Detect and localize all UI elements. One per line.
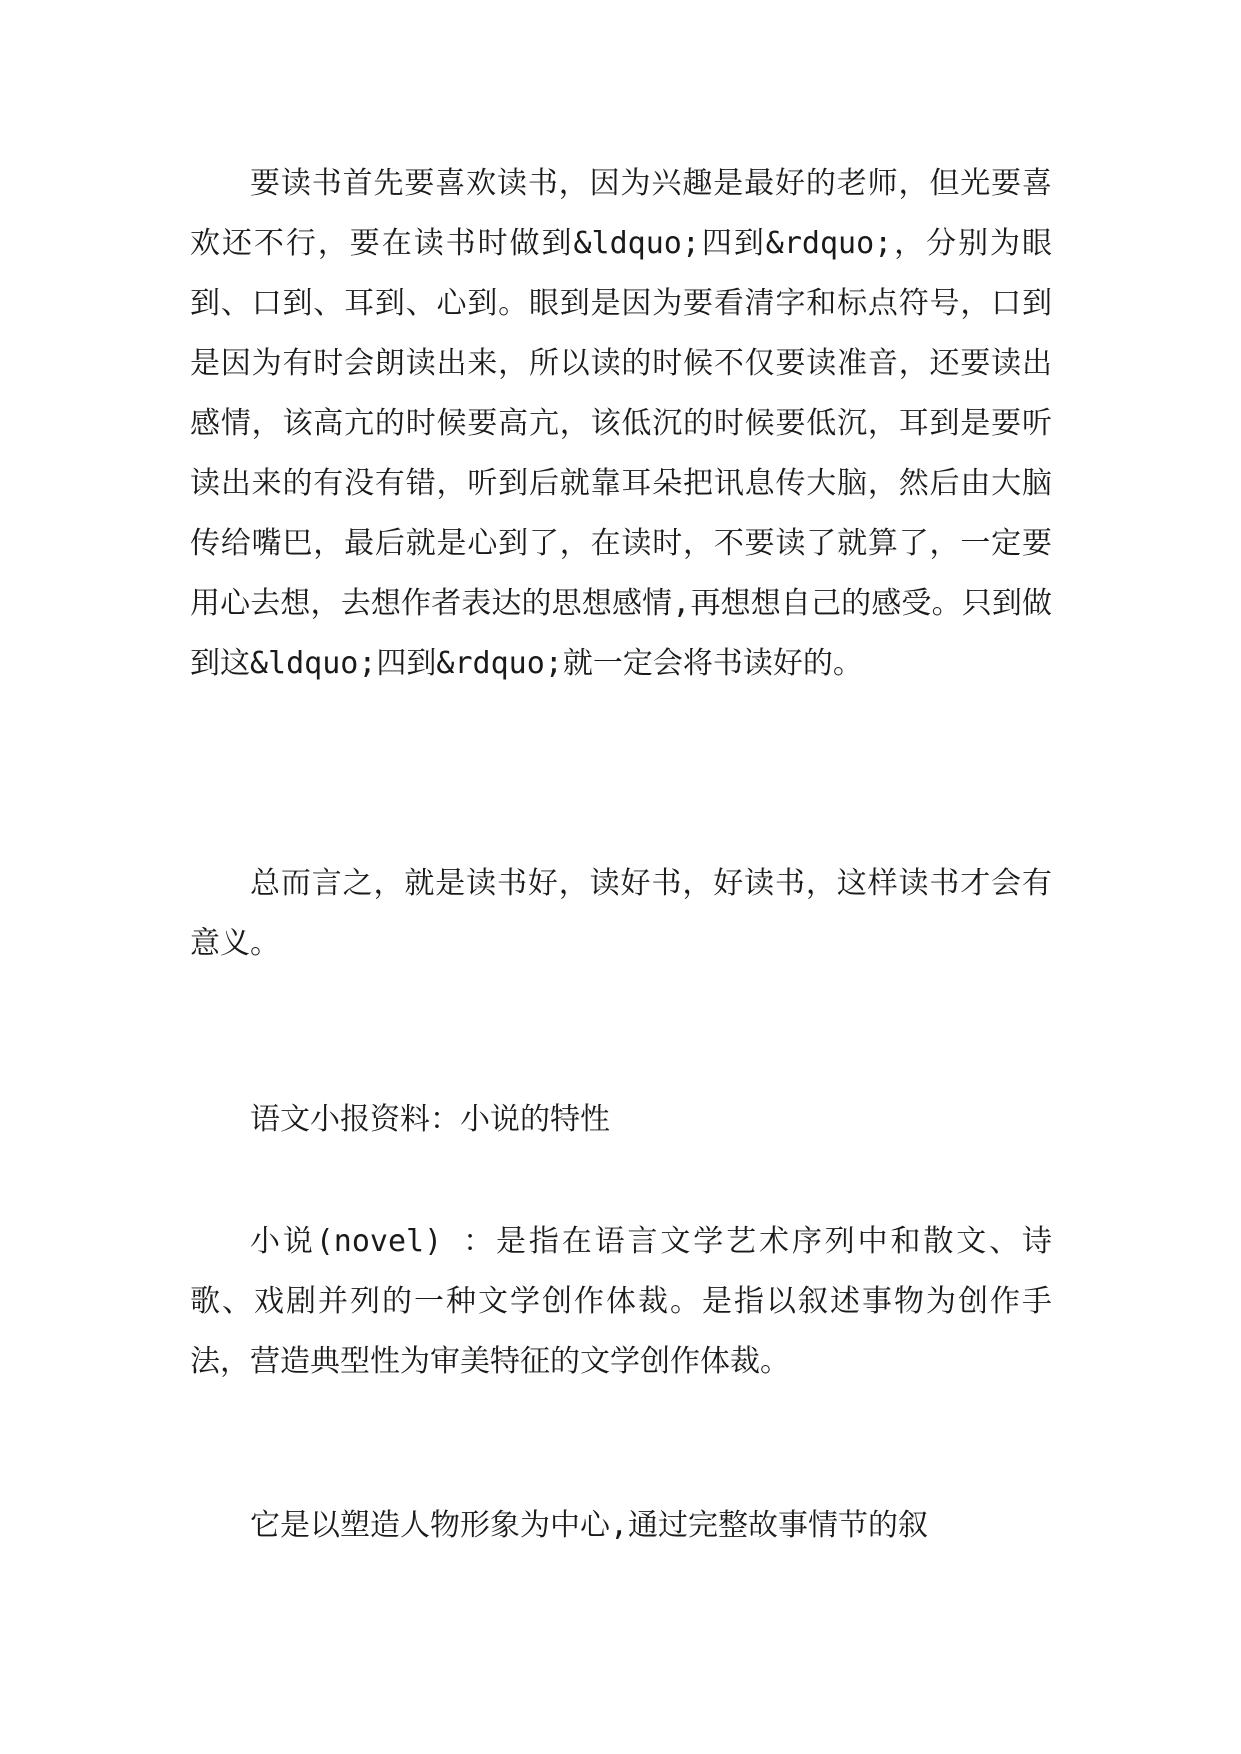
paragraph-reading-four-to: 要读书首先要喜欢读书，因为兴趣是最好的老师，但光要喜欢还不行，要在读书时做到&ldquo;四到&rdquo;，分别为眼到、口到、耳到、心到。眼到是因为要看清字和标点符号，口到是因为有时会朗读出来，所以读的时候不仅要读准音，还要读出感情，该高亢的时候要高亢，该低沉的时候要低沉，耳到是要听读出来的有没有错，听到后就靠耳朵把讯息传大脑，然后由大脑传给嘴巴，最后就是心到了，在读时，不要读了就算了，一定要用心去想，去想作者表达的思想感情,再想想自己的感受。只到做到这&ldquo;四到&rdquo;就一定会将书读好的。 [190, 166, 1052, 681]
paragraph-conclusion: 总而言之，就是读书好，读好书，好读书，这样读书才会有意义。 [190, 866, 1052, 961]
section-heading: 语文小报资料：小说的特性 [250, 1102, 610, 1137]
paragraph-novel-definition: 小说(novel) ：是指在语言文学艺术序列中和散文、诗歌、戏剧并列的一种文学创作体裁。是指以叙述事物为创作手法，营造典型性为审美特征的文学创作体裁。 [190, 1224, 1052, 1379]
paragraph-novel-character: 它是以塑造人物形象为中心,通过完整故事情节的叙 [250, 1508, 929, 1543]
